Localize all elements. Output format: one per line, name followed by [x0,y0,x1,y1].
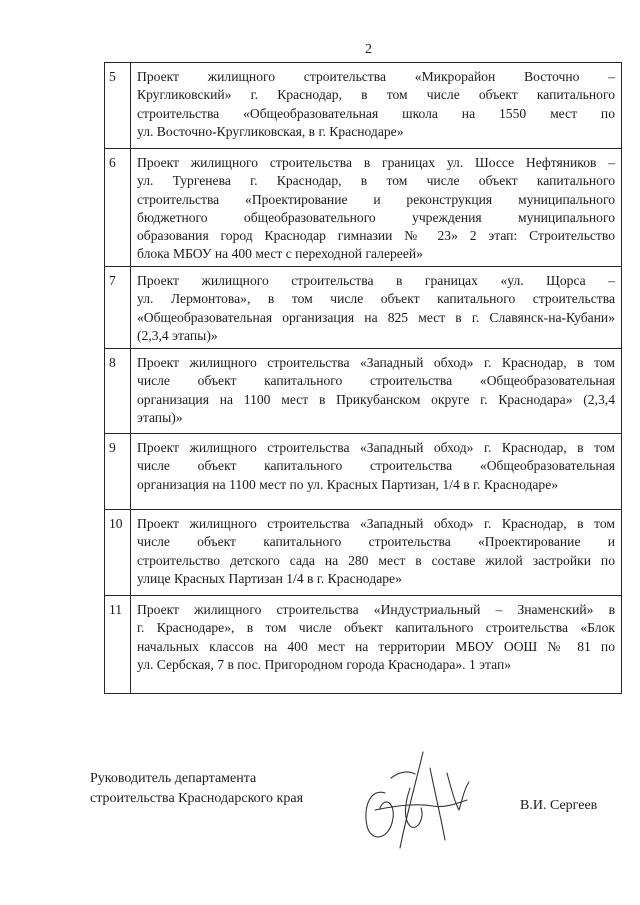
row-number: 9 [105,434,131,509]
table-row [105,348,621,433]
description-line: числе объект капитального строительства «Проектирование и [137,534,615,550]
page-number: 2 [365,42,372,57]
description-line: блока МБОУ на 400 мест с переходной галереей» [137,246,423,262]
project-description [131,149,621,266]
description-line: ул. Сербская, 7 в пос. Пригородном города Краснодара». 1 этап» [137,656,512,672]
description-line: ул. Лермонтова», в том числе объект капитального строительства [137,291,615,307]
project-description [131,434,621,509]
projects-table [104,62,622,694]
description-line: Проект жилищного строительства «Индустриальный – Знаменский» в [137,602,615,617]
row-number: 5 [105,63,131,148]
description-line: «Общеобразовательная организация на 825 мест в г. Славянск-на-Кубани» [137,309,615,325]
description-line: Проект жилищного строительства «Западный обход» г. Краснодар, в том [137,355,615,370]
description-line: числе объект капитального строительства «Общеобразовательная [137,373,615,389]
description-line: бюджетного общеобразовательного учреждения муниципального [137,209,615,225]
handwritten-signature [355,748,475,853]
row-number: 11 [105,596,131,693]
signatory-name: В.И. Сергеев [520,798,598,813]
description-line: (2,3,4 этапы)» [137,327,218,343]
description-line: этапы)» [137,409,183,425]
project-description [131,510,621,595]
row-number: 8 [105,349,131,433]
description-line: г. Краснодаре», в том числе объект капитального строительства «Блок [137,620,615,636]
description-line: начальных классов на 400 мест на территории МБОУ ООШ № 81 по [137,638,615,654]
description-line: строительства «Проектирование и реконструкция муниципального [137,191,615,207]
row-number: 6 [105,149,131,266]
description-line: строительство детского сада на 280 мест в составе жилой застройки по [137,552,615,568]
description-line: ул. Тургенева г. Краснодар, в том числе объект капитального [137,173,615,189]
project-description [131,349,621,433]
signatory-position [90,769,303,809]
row-number: 10 [105,510,131,595]
description-line: улице Красных Партизан 1/4 в г. Краснодаре» [137,570,402,586]
description-line: ул. Восточно-Кругликовская, в г. Краснодаре» [137,123,404,139]
table-row [105,148,621,266]
table-row [105,266,621,348]
description-line: Проект жилищного строительства «Западный обход» г. Краснодар, в том [137,516,615,531]
table-row [105,63,621,148]
description-line: Проект жилищного строительства «Микрорайон Восточно – [137,69,615,84]
description-line: Проект жилищного строительства в границах «ул. Щорса – [137,273,615,288]
row-number: 7 [105,267,131,348]
position-line-2: строительства Краснодарского края [90,791,304,806]
description-line: Проект жилищного строительства в границах ул. Шоссе Нефтяников – [137,155,615,170]
position-line-1: Руководитель департамента [90,771,257,786]
description-line: организация на 1100 мест в Прикубанском округе г. Краснодара» (2,3,4 [137,391,615,407]
description-line: строительства «Общеобразовательная школа на 1550 мест по [137,105,615,121]
table-row [105,595,621,693]
project-description [131,267,621,348]
table-row [105,509,621,595]
table-row [105,433,621,509]
description-line: Кругликовский» г. Краснодар, в том числе объект капитального [137,87,615,103]
description-line: Проект жилищного строительства «Западный обход» г. Краснодар, в том [137,440,615,455]
description-line: образования город Краснодар гимназии № 23» 2 этап: Строительство [137,228,615,244]
project-description [131,63,621,148]
description-line: организация на 1100 мест по ул. Красных Партизан, 1/4 в г. Краснодаре» [137,476,559,492]
project-description [131,596,621,693]
description-line: числе объект капитального строительства «Общеобразовательная [137,458,615,474]
